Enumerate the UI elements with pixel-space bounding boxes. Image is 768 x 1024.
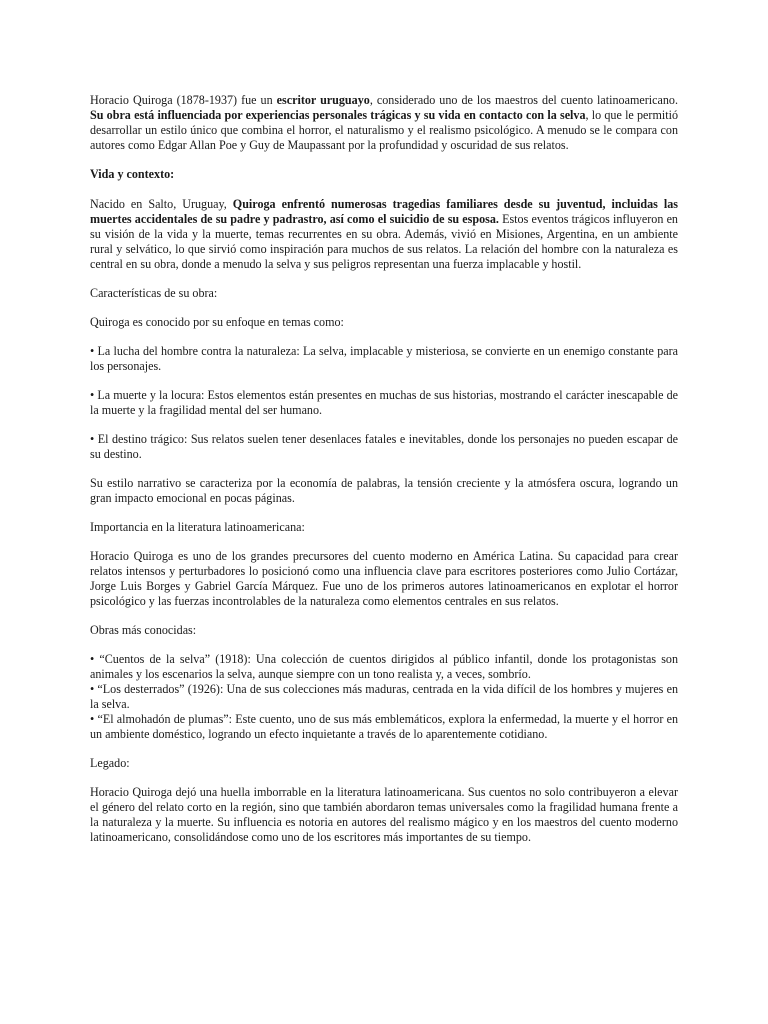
obras-list — [90, 652, 678, 742]
vida-text-2: Estos eventos trágicos influyeron en su visión de la vida y la muerte, temas recurrentes en su obra. Además, vivió en Misiones, Argentina, en un ambiente rural y selvático, lo que sirvió como inspiración para muchos de sus relatos. La relación del hombre con la naturaleza es central en su obra, donde a menudo la selva y sus peligros representan una fuerza implacable y hostil. — [90, 212, 678, 271]
list-item: • “Los desterrados” (1926): Una de sus colecciones más maduras, centrada en la vida difícil de los hombres y mujeres en la selva. — [90, 682, 678, 711]
legado-heading: Legado: — [90, 756, 130, 770]
list-item: • El destino trágico: Sus relatos suelen tener desenlaces fatales e inevitables, donde los personajes no pueden escapar de su destino. — [90, 432, 678, 461]
list-item: • La lucha del hombre contra la naturaleza: La selva, implacable y misteriosa, se convierte en un enemigo constante para los personajes. — [90, 344, 678, 373]
importancia-heading: Importancia en la literatura latinoamericana: — [90, 520, 305, 534]
obras-heading: Obras más conocidas: — [90, 623, 197, 637]
estilo-paragraph: Su estilo narrativo se caracteriza por la economía de palabras, la tensión creciente y la atmósfera oscura, logrando un gran impacto emocional en pocas páginas. — [90, 476, 678, 505]
importancia-paragraph: Horacio Quiroga es uno de los grandes precursores del cuento moderno en América Latina. Su capacidad para crear relatos intensos y perturbadores lo posicionó como una influencia clave para escritores posteriores como Julio Cortázar, Jorge Luis Borges y Gabriel García Márquez. Fue uno de los primeros autores latinoamericanos en explotar el horror psicológico y las fuerzas incontrolables de la naturaleza como elementos centrales en sus relatos. — [90, 549, 678, 608]
document-page — [90, 93, 678, 859]
legado-paragraph: Horacio Quiroga dejó una huella imborrable en la literatura latinoamericana. Sus cuentos no solo contribuyeron a elevar el género del relato corto en la región, sino que también abordaron temas universales como la fragilidad humana frente a la naturaleza y la muerte. Su influencia es notoria en autores del realismo mágico y en los maestros del cuento moderno latinoamericano, consolidándose como uno de los escritores más importantes de su tiempo. — [90, 785, 678, 844]
vida-bold-1: Quiroga enfrentó numerosas tragedias familiares desde su juventud, incluidas las muertes accidentales de su padre y padrastro, así como el suicidio de su esposa. — [90, 197, 678, 226]
caracteristicas-intro: Quiroga es conocido por su enfoque en temas como: — [90, 315, 344, 329]
intro-bold-2: Su obra está influenciada por experiencias personales trágicas y su vida en contacto con la selva — [90, 108, 586, 122]
intro-paragraph — [90, 93, 678, 153]
intro-text-2: , considerado uno de los maestros del cuento latinoamericano. — [369, 93, 678, 107]
intro-bold-1: escritor uruguayo — [276, 93, 370, 107]
intro-text-1: Horacio Quiroga (1878-1937) fue un — [90, 93, 277, 107]
vida-text-1: Nacido en Salto, Uruguay, — [90, 197, 233, 211]
list-item: • “El almohadón de plumas”: Este cuento, uno de sus más emblemáticos, explora la enfermedad, la muerte y el horror en un ambiente doméstico, logrando un efecto inquietante a través de lo aparentemente cotidiano. — [90, 712, 678, 741]
vida-heading — [90, 167, 678, 182]
list-item: • La muerte y la locura: Estos elementos están presentes en muchas de sus historias, mostrando el carácter inescapable de la muerte y la fragilidad mental del ser humano. — [90, 388, 678, 417]
caracteristicas-list — [90, 344, 678, 462]
vida-paragraph — [90, 197, 678, 272]
caracteristicas-heading: Características de su obra: — [90, 286, 218, 300]
intro-text-3: , lo que le permitió desarrollar un estilo único que combina el horror, el naturalismo y el realismo psicológico. A menudo se le compara con autores como Edgar Allan Poe y Guy de Maupassant por la profundidad y oscuridad de sus relatos. — [90, 108, 678, 152]
list-item: • “Cuentos de la selva” (1918): Una colección de cuentos dirigidos al público infantil, donde los protagonistas son animales y los escenarios la selva, aunque siempre con un tono realista y, a veces, sombrío. — [90, 652, 678, 681]
vida-heading-text: Vida y contexto: — [90, 167, 175, 181]
